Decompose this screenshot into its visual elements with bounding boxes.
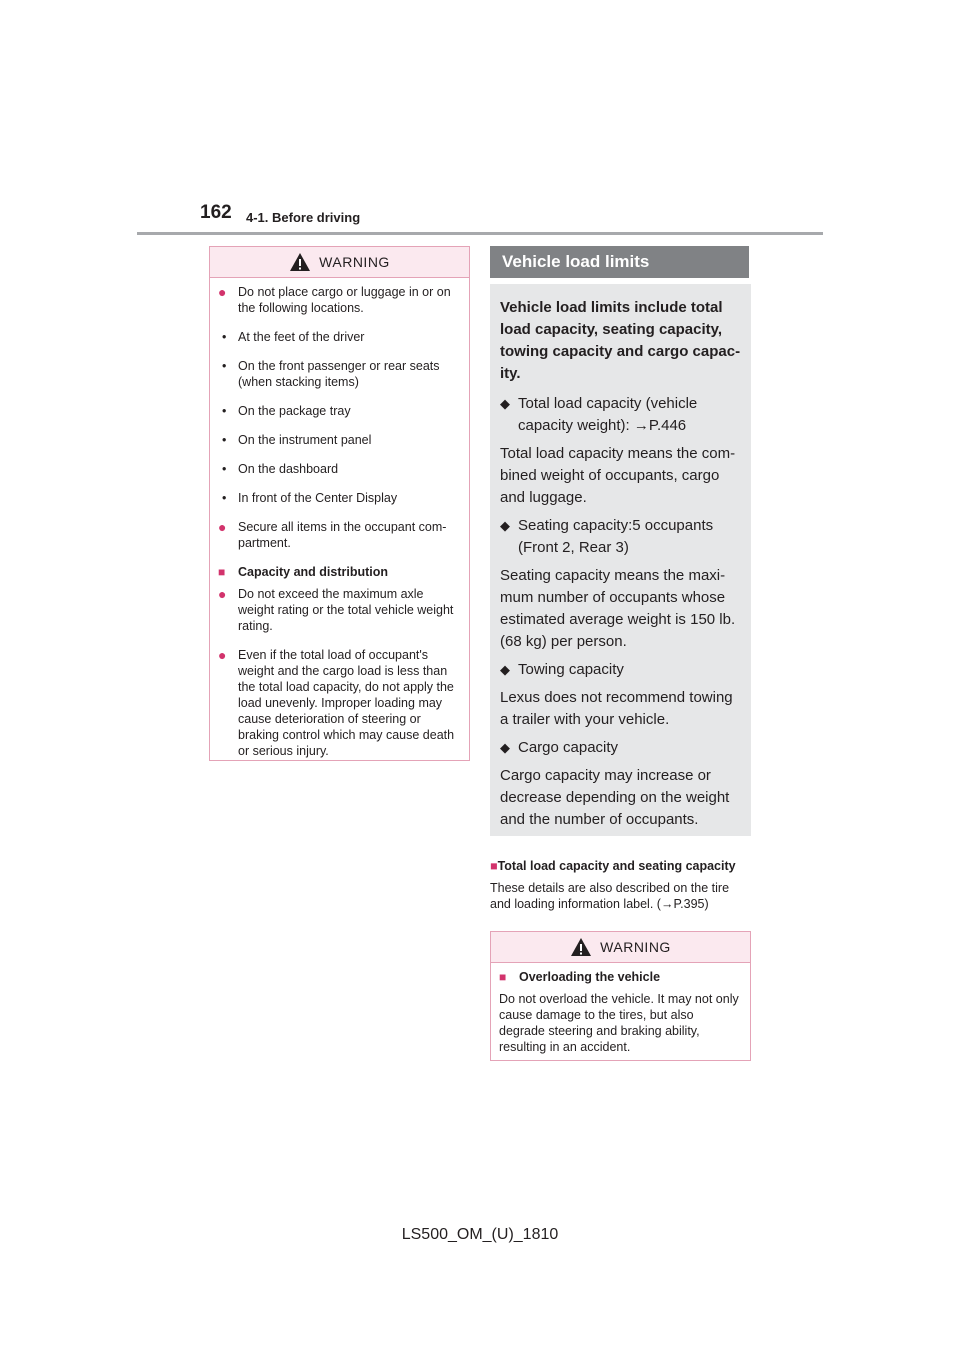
warning-body: [491, 963, 750, 1055]
section-title: 4-1. Before driving: [246, 210, 361, 225]
header-rule: [137, 232, 823, 235]
list-item: ◆ Total load capacity (vehicle capacity weight): →P.446: [500, 393, 741, 437]
list-item: • On the instrument panel: [222, 433, 372, 447]
description-text: Cargo capacity may increase or decrease depending on the weight and the number of occupants.: [500, 767, 730, 828]
list-item: ◆ Seating capacity:5 occupants (Front 2, Rear 3): [500, 515, 741, 559]
warning-header: [491, 932, 750, 963]
square-marker-icon: ■: [490, 859, 498, 873]
bullet-dot-icon: ●: [218, 647, 227, 663]
description-text: Total load capacity means the com-bined weight of occupants, cargo and luggage.: [500, 445, 736, 506]
vehicle-load-limits-box: [490, 284, 751, 836]
list-item: ● Do not exceed the maximum axle weight rating or the total vehicle weight rating.: [218, 586, 454, 633]
diamond-bullet-icon: ◆: [500, 662, 510, 677]
list-item: • At the feet of the driver: [222, 330, 365, 344]
warning-body: [210, 278, 469, 759]
bullet-dot-icon: ●: [218, 519, 227, 535]
warning-title: WARNING: [319, 254, 390, 270]
page-number: 162: [200, 202, 232, 223]
list-item: • On the front passenger or rear seats (when stacking items): [222, 359, 440, 389]
list-item: ● Do not place cargo or luggage in or on the following locations.: [218, 284, 451, 315]
list-item: ● Even if the total load of occupant's weight and the cargo load is less than the total load capacity, do not apply the load unevenly. Improper loading may cause deterioration of steering or braking control which may cause death or serious injury.: [218, 647, 455, 758]
diamond-bullet-icon: ◆: [500, 740, 510, 755]
subheading: ■ Overloading the vehicle: [499, 970, 661, 984]
vehicle-load-limits-title: Vehicle load limits: [490, 246, 749, 278]
diamond-bullet-icon: ◆: [500, 518, 510, 533]
subheading: ■ Capacity and distribution: [218, 565, 389, 579]
list-item: • On the package tray: [222, 404, 351, 418]
warning-header: [210, 247, 469, 278]
list-item: ◆ Towing capacity: [500, 659, 741, 681]
warning-triangle-icon: [570, 937, 592, 957]
warning-text: Do not overload the vehicle. It may not only cause damage to the tires, but also degrade steering and braking ability, resulting in an accident.: [499, 992, 739, 1054]
note-heading: ■Total load capacity and seating capacity: [490, 859, 736, 873]
diamond-bullet-icon: ◆: [500, 396, 510, 411]
square-marker-icon: ■: [218, 565, 226, 579]
intro-text: Vehicle load limits include total load capacity, seating capacity, towing capacity and cargo capac-ity.: [500, 299, 741, 382]
note-text: These details are also described on the tire and loading information label. (→P.395): [490, 881, 730, 911]
warning-box-left: [209, 246, 470, 761]
bullet-dot-icon: ●: [218, 586, 227, 602]
warning-title: WARNING: [600, 939, 671, 955]
warning-box-right: [490, 931, 751, 1061]
description-text: Seating capacity means the maxi-mum number of occupants whose estimated average weight is 150 lb. (68 kg) per person.: [500, 567, 736, 650]
list-item: • On the dashboard: [222, 462, 339, 476]
warning-triangle-icon: [289, 252, 311, 272]
footer-code: LS500_OM_(U)_1810: [401, 1226, 559, 1243]
list-item: ● Secure all items in the occupant com-partment.: [218, 519, 447, 550]
list-item: • In front of the Center Display: [222, 491, 398, 505]
description-text: Lexus does not recommend towing a trailer with your vehicle.: [500, 689, 733, 728]
square-marker-icon: ■: [499, 970, 507, 984]
bullet-dot-icon: ●: [218, 284, 227, 300]
list-item: ◆ Cargo capacity: [500, 737, 741, 759]
